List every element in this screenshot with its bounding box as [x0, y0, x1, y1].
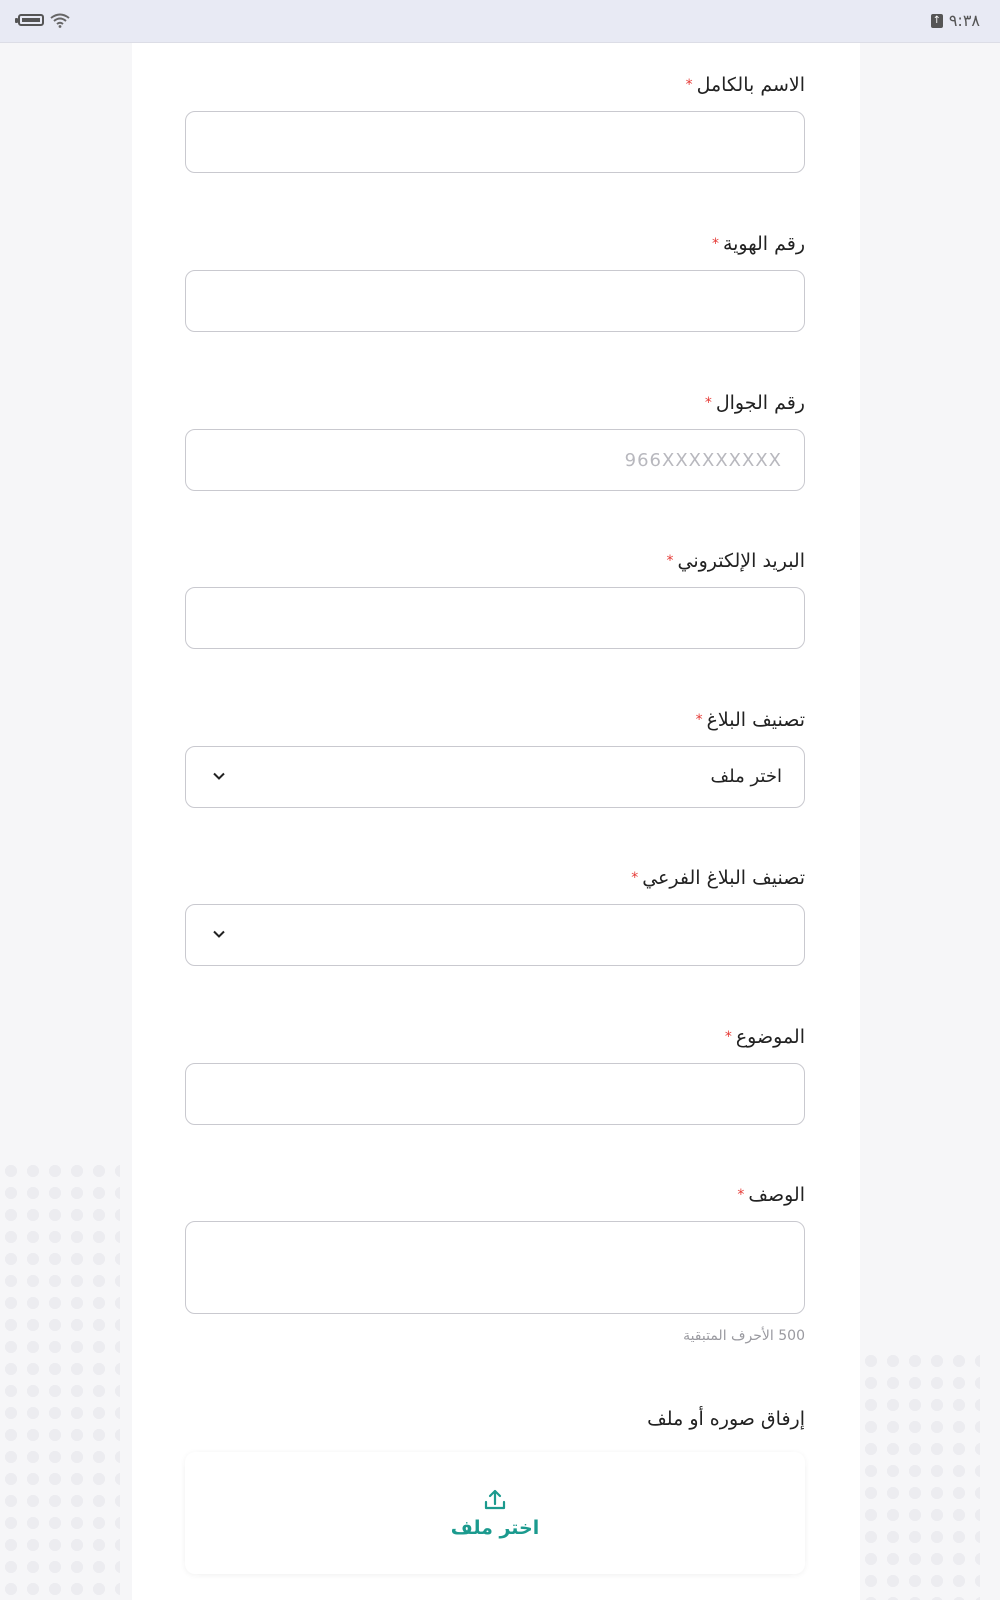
- subcategory-label: تصنيف البلاغ الفرعي*: [631, 867, 805, 889]
- status-time: ٩:٣٨: [948, 11, 980, 30]
- attachment-label: إرفاق صوره أو ملف: [647, 1408, 805, 1430]
- category-select[interactable]: [185, 746, 805, 808]
- mobile-input[interactable]: [186, 430, 804, 490]
- upload-icon: [482, 1487, 508, 1513]
- subcategory-select[interactable]: [185, 904, 805, 966]
- chevron-down-icon: [212, 927, 226, 941]
- chevron-down-icon: [212, 769, 226, 783]
- full-name-input[interactable]: [186, 112, 804, 172]
- wifi-icon: [50, 12, 70, 28]
- mobile-field[interactable]: [185, 429, 805, 491]
- full-name-field[interactable]: [185, 111, 805, 173]
- subject-label: الموضوع*: [724, 1026, 805, 1048]
- subject-input[interactable]: [186, 1064, 804, 1124]
- email-input[interactable]: [186, 588, 804, 648]
- description-field[interactable]: [185, 1221, 805, 1314]
- category-selected-value: اختر ملف: [710, 766, 782, 787]
- background-pattern-right: [860, 1350, 980, 1600]
- description-label: الوصف*: [737, 1184, 805, 1206]
- status-icons-left: [18, 12, 70, 28]
- id-number-label: رقم الهوية*: [711, 233, 805, 255]
- id-number-input[interactable]: [186, 271, 804, 331]
- email-field[interactable]: [185, 587, 805, 649]
- id-number-field[interactable]: [185, 270, 805, 332]
- status-icons-right: [931, 11, 980, 30]
- file-upload-button[interactable]: [185, 1452, 805, 1574]
- full-name-label: الاسم بالكامل*: [685, 74, 805, 96]
- background-pattern-left: [0, 1160, 120, 1600]
- file-upload-label: اختر ملف: [450, 1517, 540, 1539]
- category-label: تصنيف البلاغ*: [695, 709, 805, 731]
- battery-icon: [18, 14, 44, 26]
- subject-field[interactable]: [185, 1063, 805, 1125]
- remaining-characters: 500 الأحرف المتبقية: [683, 1328, 805, 1344]
- email-label: البريد الإلكتروني*: [666, 550, 805, 572]
- mobile-label: رقم الجوال*: [704, 392, 805, 414]
- upload-status-icon: ↑: [932, 14, 942, 26]
- status-bar: [0, 0, 1000, 43]
- description-textarea[interactable]: [186, 1222, 804, 1313]
